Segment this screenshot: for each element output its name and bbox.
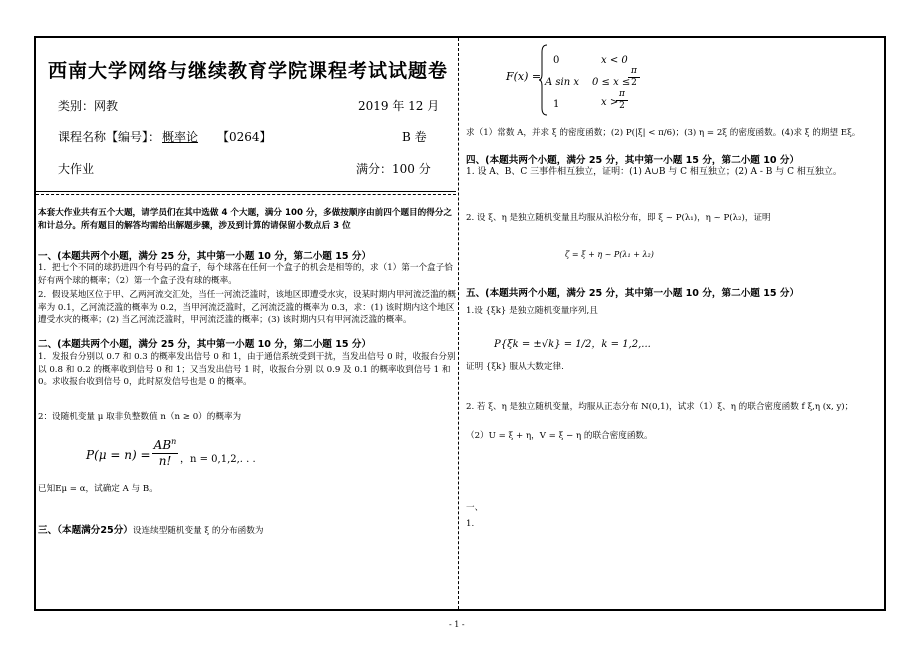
case1-condition: x < 0	[601, 55, 628, 66]
case2-pi: π	[628, 66, 640, 78]
poisson-range: ，n = 0,1,2,. . .	[180, 454, 256, 465]
course-code: 【0264】	[217, 130, 272, 144]
section3-heading: 三、（本题满分25分）	[38, 525, 133, 536]
numerator-text: AB	[153, 438, 172, 452]
category: 类别：网教	[58, 99, 119, 113]
case3-pi: π	[616, 89, 628, 101]
case2-two: 2	[631, 78, 637, 88]
section3-text: 设连续型随机变量 ξ 的分布函数为	[132, 526, 264, 536]
section5-q2b: （2）U = ξ + η，V = ξ − η 的联合密度函数。	[466, 431, 653, 441]
case3-two: 2	[619, 101, 625, 111]
full-score: 满分：100 分	[356, 162, 431, 176]
section3-question: 求（1）常数 A，并求 ξ 的密度函数；(2) P(|ξ| < π/6)；(3) η = 2ξ 的密度函数。(4)求 ξ 的期望 Eξ。	[466, 128, 861, 138]
course-name: 概率论	[162, 130, 199, 144]
case3-value: 1	[553, 99, 560, 110]
column-divider	[458, 38, 459, 609]
instructions: 本套大作业共有五个大题，请学员们在其中选做 4 个大题，满分 100 分，多做按顺序由前四个题目的得分之和计总分。所有题目的解答均需给出解题步骤，涉及到计算的请保留小数点后 3 位	[38, 208, 453, 231]
tail-line-1: 一、	[466, 503, 484, 513]
section1-q1: 1．把七个不同的球扔进四个有号码的盒子，每个球落在任何一个盒子的机会是相等的，求（1）第一个盒子恰好有两个球的概率；（2）第一个盒子没有球的概率。	[38, 263, 453, 286]
case2-value: A sin x	[545, 77, 579, 88]
fraction-denominator: n!	[158, 454, 172, 468]
section5-heading: 五、(本题共两个小题，满分 25 分，其中第一小题 10 分，第二小题 15 分）	[466, 288, 800, 299]
section4-heading: 四、(本题共两个小题，满分 25 分，其中第一小题 15 分，第二小题 10 分）	[466, 155, 800, 166]
section5-q2: 2. 若 ξ、η 是独立随机变量，均服从正态分布 N(0,1)，试求（1）ξ、η 的联合密度函数 f ξ,η (x, y)；	[466, 402, 854, 412]
cdf-label: F(x) =	[506, 70, 542, 83]
exam-date: 2019 年 12 月	[358, 99, 440, 113]
case2-fraction	[628, 66, 640, 89]
page-number: - 1 -	[449, 620, 465, 629]
poisson-lhs: P(μ = n) =	[86, 448, 151, 462]
case1-value: 0	[553, 55, 560, 66]
section5-q1-tail: 证明 {ξk} 服从大数定律.	[466, 362, 564, 372]
header-rule	[36, 191, 456, 192]
course-label: 课程名称【编号】：	[58, 130, 161, 144]
section3-line	[38, 522, 263, 536]
section4-q1: 1. 设 A、B、C 三事件相互独立，证明：(1) A∪B 与 C 相互独立；(2) A - B 与 C 相互独立。	[466, 167, 842, 177]
section4-q2-formula: ζ = ξ + η ~ P(λ₁ + λ₂)	[565, 250, 654, 259]
case3-condition: x >	[601, 97, 619, 108]
case2-condition: 0 ≤ x ≤	[592, 77, 631, 88]
poisson-fraction	[152, 437, 178, 468]
section4-q2: 2. 设 ξ、η 是独立随机变量且均服从泊松分布，即 ξ ~ P(λ₁)，η ~ P(λ₂)，证明	[466, 213, 771, 223]
section2-q2-intro: 2：设随机变量 μ 取非负整数值 n（n ≥ 0）的概率为	[38, 412, 242, 422]
section2-q1: 1．发报台分别以 0.7 和 0.3 的概率发出信号 0 和 1，由于通信系统受到干扰，当发出信号 0 时，收报台分别以 0.8 和 0.2 的概率收到信号 0 和 1；又当发出信号 1 时，收报台分别 以 0.9 及 0.1 的概率收到信号 1 和 0。求收报台收到信号 0，此时原发信号也是 0 的概率。	[38, 352, 456, 387]
section1-heading: 一、(本题共两个小题，满分 25 分，其中第一小题 10 分，第二小题 15 分）	[38, 251, 372, 262]
header-rule-2	[36, 194, 456, 195]
section1-q2: 2．假设某地区位于甲、乙两河流交汇处，当任一河流泛滥时，该地区即遭受水灾，设某时期内甲河流泛滥的概率为 0.1，乙河流泛滥的概率为 0.2，当甲河流泛滥时，乙河流泛滥的概率为 0.3，求：(1) 该时期内这个地区遭受水灾的概率；(2) 当乙河流泛滥时，甲河流泛滥的概率；(3) 该时期内只有甲河流泛滥的概率。	[38, 290, 456, 325]
section5-q1-intro: 1.设 {ξk} 是独立随机变量序列,且	[466, 306, 598, 316]
numerator-exponent: n	[171, 437, 177, 446]
exam-title: 西南大学网络与继续教育学院课程考试试题卷	[48, 60, 449, 82]
section5-q1-formula: P{ξk = ±√k} = 1/2，k = 1,2,...	[494, 339, 651, 350]
exam-type: 大作业	[58, 162, 95, 176]
case3-fraction	[616, 89, 628, 112]
section2-heading: 二、(本题共两个小题，满分 25 分，其中第一小题 10 分，第二小题 15 分）	[38, 339, 372, 350]
paper-version: B 卷	[402, 130, 427, 144]
section2-q2-tail: 已知Eμ = α，试确定 A 与 B。	[38, 484, 158, 494]
fraction-numerator	[152, 437, 178, 454]
tail-line-2: 1.	[466, 519, 475, 529]
